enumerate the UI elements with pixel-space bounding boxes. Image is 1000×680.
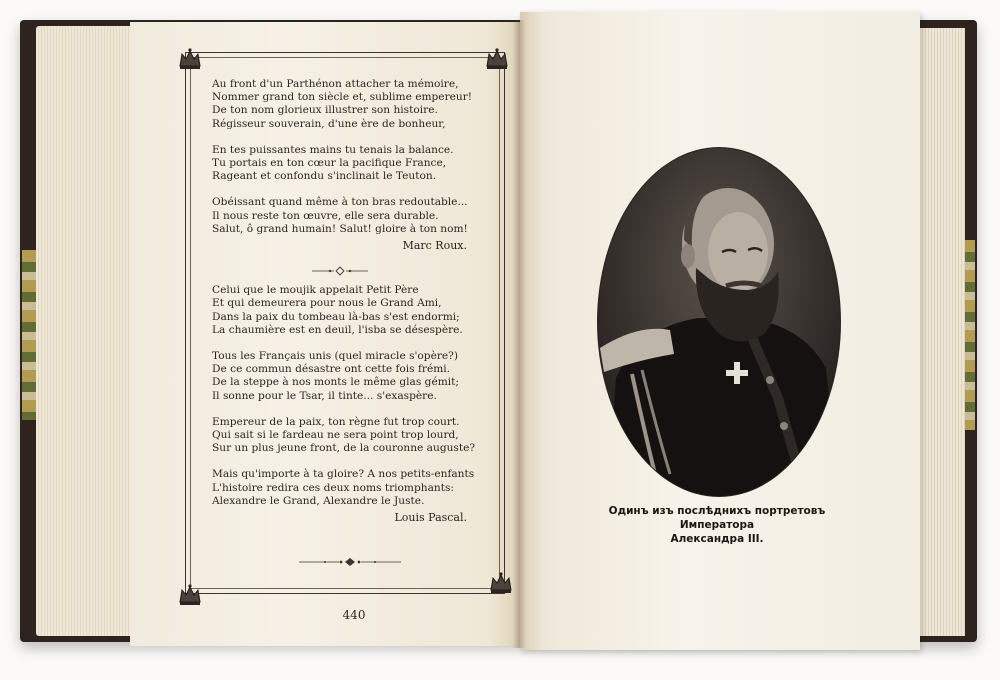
caption-line-1: Одинъ изъ послѣднихъ портретовъ Императора [608, 505, 826, 531]
poem-line: L'histoire redira ces deux noms triomphants: [212, 481, 454, 494]
poem-two-stanza-3 [212, 415, 476, 456]
poem-line: Qui sait si le fardeau ne sera point trop lourd, [212, 429, 459, 442]
poem-line: Au front d'un Parthénon attacher ta mémoire, [212, 78, 459, 90]
crown-ornament-icon [488, 570, 514, 596]
poem-two-stanza-1 [212, 284, 467, 337]
poem-line: De ce commun désastre ont cette fois frémi. [212, 363, 451, 376]
poem-line: Il sonne pour le Tsar, il tinte... s'exaspère. [212, 389, 437, 402]
poem-line: Dans la paix du tombeau là-bas s'est endormi; [212, 310, 460, 323]
poem-one-stanza-3 [212, 196, 467, 236]
poem-one-stanza-2 [212, 144, 467, 184]
poem-line: Sur un plus jeune front, de la couronne auguste? [212, 442, 476, 455]
page-number: 440 [342, 608, 366, 622]
poem-text [212, 78, 476, 538]
poem-line: Rageant et confondu s'inclinait le Teuton. [212, 170, 437, 183]
poem-line: De ton nom glorieux illustrer son histoire. [212, 104, 438, 117]
poem-line: Nommer grand ton siècle et, sublime empereur! [212, 91, 473, 104]
crown-ornament-icon [177, 582, 203, 608]
poem-line: La chaumière est en deuil, l'isba se désespère. [212, 323, 463, 336]
poem-two-stanza-2 [212, 350, 467, 403]
poem-two-author: Louis Pascal. [394, 511, 467, 525]
portrait-caption [606, 504, 828, 546]
poem-line: Régisseur souverain, d'une ère de bonheur, [212, 117, 446, 130]
divider-ornament-icon [212, 266, 467, 276]
poem-line: Tous les Français unis (quel miracle s'opère?) [212, 350, 458, 363]
poem-one-stanza-1 [212, 78, 473, 131]
emperor-portrait [598, 148, 840, 496]
poem-line: Il nous reste ton œuvre, elle sera durable. [212, 209, 439, 222]
poem-line: Salut, ô grand humain! Salut! gloire à ton nom! [212, 222, 468, 235]
poem-line: Alexandre le Grand, Alexandre le Juste. [212, 494, 425, 507]
poem-line: En tes puissantes mains tu tenais la balance. [212, 143, 454, 156]
poem-one-author: Marc Roux. [402, 239, 467, 253]
poem-two-stanza-4 [212, 468, 475, 508]
poem-line: Obéissant quand même à ton bras redoutable... [212, 196, 468, 209]
poem-line: Mais qu'importe à ta gloire? A nos petits-enfants [212, 468, 475, 481]
poem-line: Et qui demeurera pour nous le Grand Ami, [212, 297, 442, 310]
poem-line: De la steppe à nos monts le même glas gémit; [212, 376, 459, 389]
poem-line: Empereur de la paix, ton règne fut trop court. [212, 415, 460, 428]
poem-line: Celui que le moujik appelait Petit Père [212, 284, 419, 297]
caption-line-2: Александра III. [670, 533, 764, 545]
crown-ornament-icon [177, 46, 203, 72]
poem-line: Tu portais en ton cœur la pacifique France, [212, 157, 447, 170]
book-gutter [512, 20, 526, 648]
crown-ornament-icon [484, 46, 510, 72]
end-ornament-icon [295, 552, 405, 562]
